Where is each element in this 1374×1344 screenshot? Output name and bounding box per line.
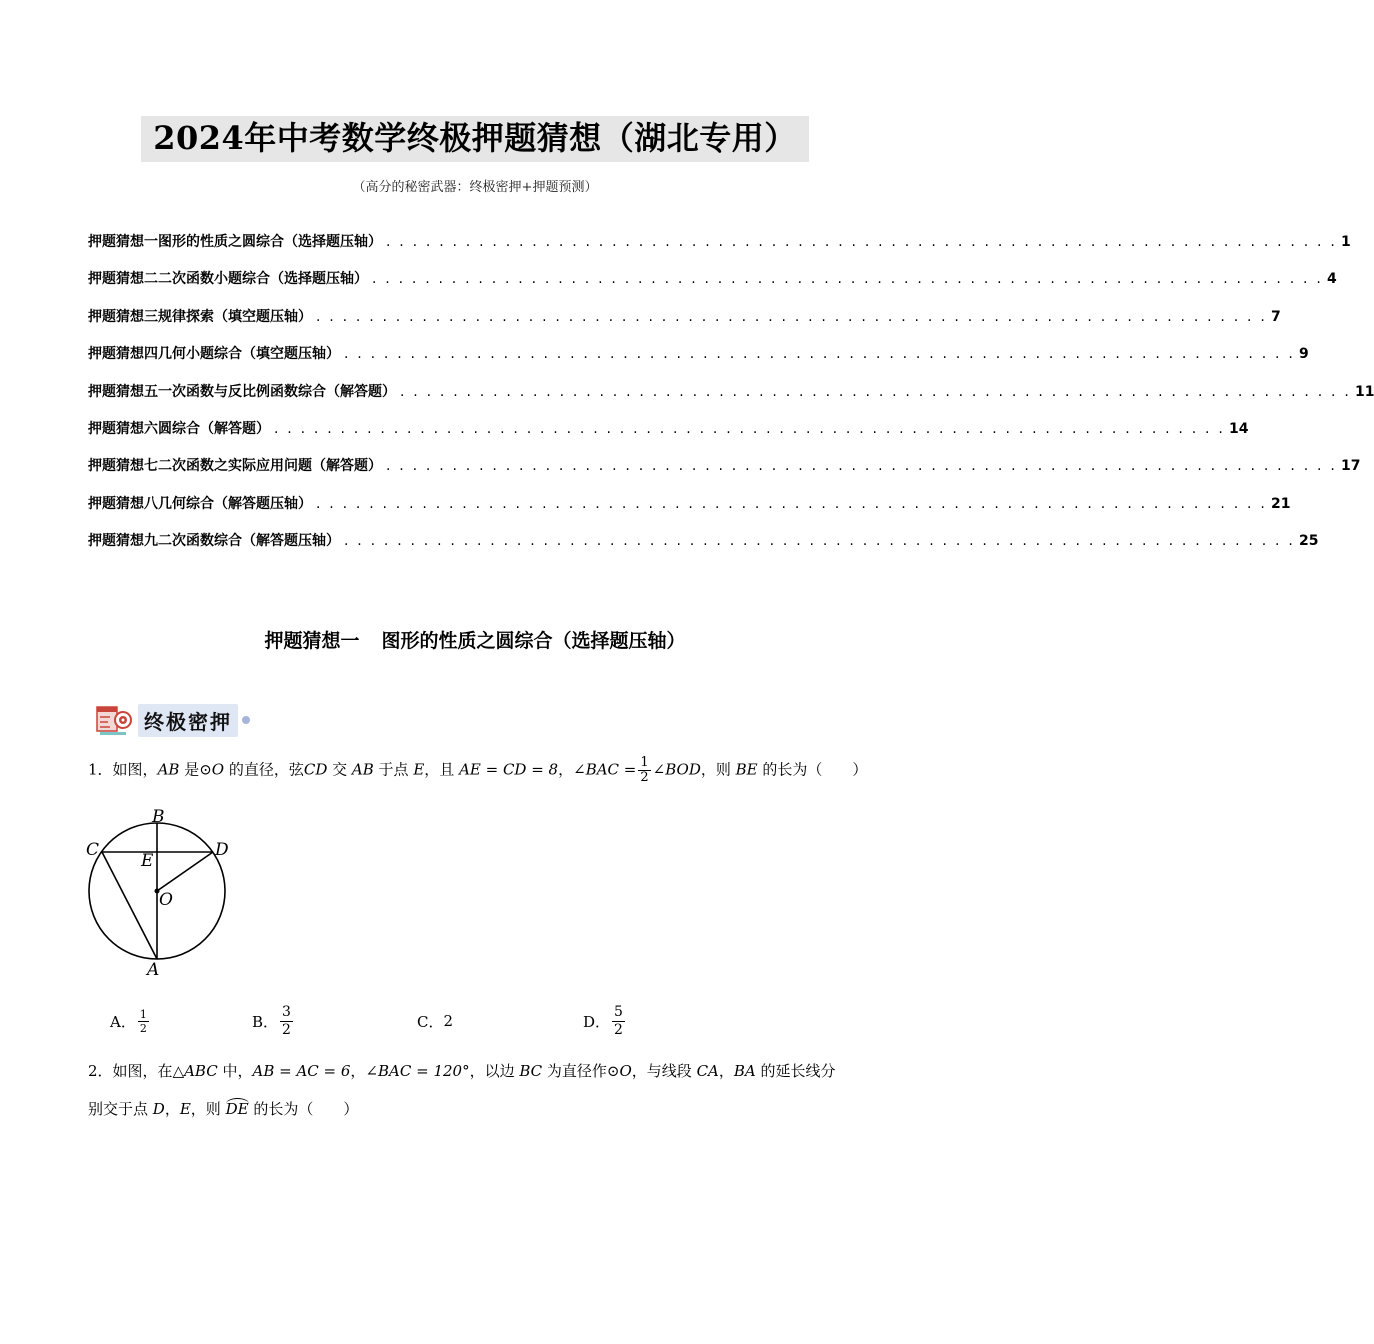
toc-entry-title: 几何小题综合（填空题压轴） bbox=[158, 346, 340, 363]
toc-entry-label: 押题猜想三 bbox=[88, 308, 158, 325]
page-title: 2024年中考数学终极押题猜想（湖北专用） bbox=[141, 116, 809, 162]
q-var: BA bbox=[733, 1062, 756, 1080]
option-c[interactable] bbox=[417, 1000, 453, 1042]
figure-segment-od bbox=[157, 852, 213, 891]
q-text: ， bbox=[350, 1062, 366, 1080]
q-math: ∠BAC = 120° bbox=[365, 1062, 470, 1080]
fraction-denominator: 2 bbox=[614, 1021, 623, 1038]
option-letter: A． bbox=[110, 1012, 136, 1031]
section-badge bbox=[96, 703, 250, 737]
q-text: ，与线段 bbox=[631, 1062, 697, 1080]
toc-leader-dots: . . . . . . . . . . . . . . . . . . . . . . . . . . . . . . . . . . . . . . . . . . . . . . . . . . . . . . . . . . . . . . . . . . . . . . . . bbox=[372, 271, 1323, 288]
q-text: 中， bbox=[217, 1062, 253, 1080]
toc-entry-page: 14 bbox=[1228, 420, 1249, 437]
toc-entry-title: 二次函数之实际应用问题（解答题） bbox=[158, 458, 382, 475]
question-number: 1． bbox=[88, 760, 113, 779]
toc-leader-dots: . . . . . . . . . . . . . . . . . . . . . . . . . . . . . . . . . . . . . . . . . . . . . . . . . . . . . . . . . . . . . . . . . . . . . . . . bbox=[386, 234, 1337, 250]
q-text: 是⊙ bbox=[179, 760, 212, 779]
target-icon bbox=[96, 703, 138, 737]
fraction-numerator: 5 bbox=[614, 1003, 623, 1020]
toc-entry-title: 二次函数小题综合（选择题压轴） bbox=[158, 271, 368, 288]
q-text: ， bbox=[718, 1062, 734, 1080]
toc-entry-label: 押题猜想六 bbox=[88, 420, 158, 437]
toc-entry-page: 25 bbox=[1298, 533, 1319, 550]
title-container bbox=[0, 116, 950, 162]
q-text: 的延长线分 bbox=[755, 1062, 836, 1080]
fraction bbox=[138, 1008, 149, 1035]
label-d: D bbox=[215, 840, 229, 860]
toc-entry-label: 押题猜想九 bbox=[88, 533, 158, 550]
q-var: CD bbox=[303, 760, 328, 779]
q-var: CA bbox=[696, 1062, 719, 1080]
q-text: ，且 bbox=[424, 760, 460, 779]
fraction-denominator: 2 bbox=[282, 1021, 291, 1038]
fraction bbox=[612, 1004, 625, 1039]
badge-dot bbox=[242, 716, 250, 724]
table-of-contents bbox=[88, 231, 1374, 568]
q-text: ，则 bbox=[700, 760, 736, 779]
toc-entry[interactable] bbox=[88, 231, 1351, 268]
q-text: 的直径，弦 bbox=[224, 760, 304, 779]
q-text: ，以边 bbox=[469, 1062, 520, 1080]
fraction-denominator: 2 bbox=[640, 770, 649, 785]
q-var: E bbox=[179, 1100, 191, 1118]
label-o: O bbox=[159, 890, 173, 910]
answer-options bbox=[110, 1000, 670, 1042]
q-text: 交 bbox=[327, 760, 352, 779]
q-var: AB bbox=[157, 760, 180, 779]
option-letter: C． bbox=[417, 1012, 444, 1031]
toc-entry-page: 1 bbox=[1340, 234, 1351, 250]
option-b[interactable] bbox=[252, 1000, 295, 1042]
q-var: BC bbox=[519, 1062, 543, 1080]
toc-entry[interactable] bbox=[88, 455, 1361, 492]
toc-entry-title: 图形的性质之圆综合（选择题压轴） bbox=[158, 234, 382, 250]
badge-label: 终极密押 bbox=[138, 704, 238, 737]
q-math: ∠BOD bbox=[652, 760, 701, 779]
q-math: △ABC bbox=[172, 1062, 218, 1080]
option-letter: D． bbox=[583, 1012, 611, 1031]
toc-entry[interactable] bbox=[88, 493, 1291, 530]
q-text: 如图， bbox=[112, 760, 158, 779]
toc-entry-title: 几何综合（解答题压轴） bbox=[158, 495, 312, 512]
toc-leader-dots: . . . . . . . . . . . . . . . . . . . . . . . . . . . . . . . . . . . . . . . . . . . . . . . . . . . . . . . . . . . . . . . . . . . . . . . . bbox=[344, 533, 1295, 550]
label-b: B bbox=[152, 807, 165, 827]
q-var: O bbox=[619, 1062, 632, 1080]
question-1 bbox=[88, 756, 867, 785]
toc-entry-page: 21 bbox=[1270, 495, 1291, 512]
q-text: 别交于点 bbox=[88, 1100, 153, 1118]
fraction-numerator: 1 bbox=[139, 1007, 147, 1021]
toc-entry-label: 押题猜想七 bbox=[88, 458, 158, 475]
toc-entry-page: 17 bbox=[1340, 458, 1361, 475]
q-math: AB = AC = 6 bbox=[252, 1062, 351, 1080]
q-var: D bbox=[152, 1100, 165, 1118]
toc-entry-page: 11 bbox=[1354, 383, 1374, 400]
page-subtitle: （高分的秘密武器：终极密押+押题预测） bbox=[352, 180, 598, 195]
toc-leader-dots: . . . . . . . . . . . . . . . . . . . . . . . . . . . . . . . . . . . . . . . . . . . . . . . . . . . . . . . . . . . . . . . . . . . . . . . . bbox=[274, 420, 1225, 437]
fraction bbox=[280, 1004, 293, 1039]
toc-entry-label: 押题猜想八 bbox=[88, 495, 158, 512]
label-a: A bbox=[147, 960, 160, 980]
q-math: ∠BAC = bbox=[573, 760, 637, 779]
fraction-numerator: 3 bbox=[282, 1003, 291, 1020]
label-e: E bbox=[141, 851, 154, 871]
circle-figure bbox=[82, 805, 242, 980]
q-text: 的长为（ ） bbox=[248, 1100, 359, 1118]
toc-entry-title: 规律探索（填空题压轴） bbox=[158, 308, 312, 325]
toc-entry-label: 押题猜想一 bbox=[88, 234, 158, 250]
q-text: 于点 bbox=[373, 760, 414, 779]
question-2-line-2 bbox=[88, 1090, 868, 1128]
q-var: E bbox=[413, 760, 425, 779]
toc-entry-page: 7 bbox=[1270, 308, 1281, 325]
toc-leader-dots: . . . . . . . . . . . . . . . . . . . . . . . . . . . . . . . . . . . . . . . . . . . . . . . . . . . . . . . . . . . . . . . . . . . . . . . . bbox=[344, 346, 1295, 363]
toc-entry-label: 押题猜想五 bbox=[88, 383, 158, 400]
fraction-numerator: 1 bbox=[640, 755, 649, 770]
q-text: 如图，在 bbox=[112, 1062, 173, 1080]
arc-de: DE bbox=[225, 1100, 249, 1118]
q-text: ，则 bbox=[190, 1100, 226, 1118]
toc-entry-title: 一次函数与反比例函数综合（解答题） bbox=[158, 383, 396, 400]
q-var: BE bbox=[735, 760, 758, 779]
toc-entry[interactable] bbox=[88, 418, 1249, 455]
q-var: AB bbox=[351, 760, 374, 779]
option-value: 2 bbox=[443, 1012, 454, 1030]
toc-entry[interactable] bbox=[88, 268, 1337, 305]
fraction-denominator: 2 bbox=[139, 1021, 147, 1035]
option-d[interactable] bbox=[583, 1000, 627, 1042]
section-heading-label: 押题猜想一 bbox=[264, 630, 360, 652]
q-text: ， bbox=[164, 1100, 180, 1118]
toc-leader-dots: . . . . . . . . . . . . . . . . . . . . . . . . . . . . . . . . . . . . . . . . . . . . . . . . . . . . . . . . . . . . . . . . . . . . . . . . bbox=[316, 495, 1267, 512]
toc-entry-page: 9 bbox=[1298, 346, 1309, 363]
q-text: 为直径作⊙ bbox=[542, 1062, 620, 1080]
q-text: 的长为（ ） bbox=[757, 760, 868, 779]
toc-leader-dots: . . . . . . . . . . . . . . . . . . . . . . . . . . . . . . . . . . . . . . . . . . . . . . . . . . . . . . . . . . . . . . . . . . . . . . . . bbox=[386, 458, 1337, 475]
section-heading bbox=[0, 626, 950, 653]
label-c: C bbox=[86, 840, 100, 860]
toc-entry-title: 圆综合（解答题） bbox=[158, 420, 270, 437]
q-var: O bbox=[211, 760, 225, 779]
toc-entry[interactable] bbox=[88, 530, 1319, 567]
section-heading-title: 图形的性质之圆综合（选择题压轴） bbox=[381, 630, 686, 652]
toc-entry-label: 押题猜想二 bbox=[88, 271, 158, 288]
toc-entry-page: 4 bbox=[1326, 271, 1337, 288]
toc-entry-title: 二次函数综合（解答题压轴） bbox=[158, 533, 340, 550]
option-letter: B． bbox=[252, 1012, 279, 1031]
q-math: AE = CD = 8 bbox=[459, 760, 559, 779]
question-2-line-1 bbox=[88, 1052, 868, 1090]
toc-entry[interactable] bbox=[88, 343, 1309, 380]
toc-entry[interactable] bbox=[88, 381, 1374, 418]
fraction bbox=[638, 756, 650, 785]
toc-leader-dots: . . . . . . . . . . . . . . . . . . . . . . . . . . . . . . . . . . . . . . . . . . . . . . . . . . . . . . . . . . . . . . . . . . . . . . . . bbox=[400, 383, 1351, 400]
toc-leader-dots: . . . . . . . . . . . . . . . . . . . . . . . . . . . . . . . . . . . . . . . . . . . . . . . . . . . . . . . . . . . . . . . . . . . . . . . . bbox=[316, 308, 1267, 325]
question-2 bbox=[88, 1052, 868, 1128]
option-a[interactable] bbox=[110, 1000, 151, 1042]
toc-entry-label: 押题猜想四 bbox=[88, 346, 158, 363]
toc-entry[interactable] bbox=[88, 306, 1281, 343]
question-number: 2． bbox=[88, 1062, 113, 1080]
q-text: ， bbox=[558, 760, 574, 779]
